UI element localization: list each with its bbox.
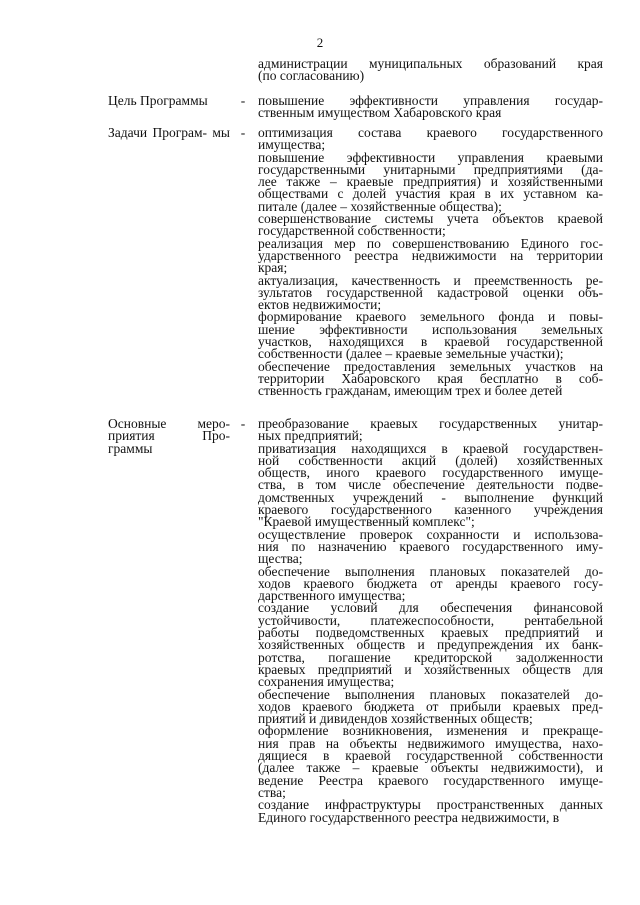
text-line: сохранения имущества; <box>258 674 395 690</box>
text-line: создание инфраструктуры пространственных данных <box>258 797 603 813</box>
text-line: ных предприятий; <box>258 428 363 444</box>
text-line: ственность гражданам, имеющим трех и более детей <box>258 383 563 399</box>
row-dash: - <box>240 125 246 140</box>
text-line: территории Хабаровского края бесплатно в соб- <box>258 370 603 386</box>
text-line: создание условий для обеспечения финансовой <box>258 600 603 616</box>
text-line: ной собственности акций (долей) хозяйственных <box>258 452 603 468</box>
text-line: государственными унитарными предприятиями (да- <box>258 161 603 177</box>
text-line: лее также – краевые предприятия) и хозяйственными <box>258 174 603 190</box>
text-line: формирование краевого земельного фонда и повы- <box>258 309 603 325</box>
text-line: (по согласованию) <box>258 68 365 84</box>
text-line: обеспечение выполнения плановых показателей до- <box>258 686 603 702</box>
row-label: Задачи Програм- мы <box>108 125 230 140</box>
row-content <box>258 127 603 398</box>
text-line: ходов краевого бюджета от аренды краевого госу- <box>258 575 603 591</box>
text-line: администрации муниципальных образований края <box>258 56 603 71</box>
text-line: краевого государственного казенного учреждения <box>258 502 603 518</box>
text-line: ходов краевого бюджета от прибыли краевых пред- <box>258 698 603 714</box>
text-line: ротства, погашение кредиторской задолженности <box>258 649 603 665</box>
text-line: приватизация находящихся в краевой государствен- <box>258 440 603 456</box>
text-line: государственной собственности; <box>258 223 446 239</box>
text-line: реализация мер по совершенствованию Единого гос- <box>258 235 603 251</box>
text-line: домственных учреждений - выполнение функций <box>258 489 603 505</box>
text-line: ства; <box>258 784 286 800</box>
text-line: имущества; <box>258 137 326 153</box>
text-line: шение эффективности использования земельных <box>258 321 603 337</box>
text-line: хозяйственных обществ и предупреждения их банк- <box>258 637 603 653</box>
text-line: оптимизация состава краевого государственного <box>258 125 603 140</box>
text-line: осуществление проверок сохранности и использова- <box>258 526 603 542</box>
text-line: преобразование краевых государственных унитар- <box>258 416 603 431</box>
text-line: ударственного реестра недвижимости на территории <box>258 247 603 263</box>
text-line: ектов недвижимости; <box>258 297 382 313</box>
text-line: дарственного имущества; <box>258 588 406 604</box>
text-line: Единого государственного реестра недвижимости, в <box>258 809 560 825</box>
text-line: "Краевой имущественный комплекс"; <box>258 514 475 530</box>
text-line: питале (далее – хозяйственные общества); <box>258 198 502 214</box>
row-content <box>258 58 603 83</box>
text-line: работы подведомственных краевых предприятий и <box>258 625 603 641</box>
text-line: собственности (далее – краевые земельные участки); <box>258 346 564 362</box>
text-line: приятий и дивидендов хозяйственных обществ; <box>258 711 533 727</box>
text-line: щества; <box>258 551 303 567</box>
text-line: устойчивости, платежеспособности, рентабельной <box>258 612 603 628</box>
row-dash: - <box>240 416 246 431</box>
text-line: ственным имуществом Хабаровского края <box>258 105 502 121</box>
text-line: ведение Реестра краевого государственного имуще- <box>258 772 603 788</box>
text-line: обеспечение выполнения плановых показателей до- <box>258 563 603 579</box>
text-line: повышение эффективности управления государ- <box>258 93 603 108</box>
row-label: Основные меро- приятия Про- граммы <box>108 416 230 456</box>
text-line: ния прав на объекты недвижимого имущества, нахо- <box>258 735 603 751</box>
row-label: Цель Программы <box>108 93 208 108</box>
text-line: обществами с долей участия края в их уставном ка- <box>258 186 603 202</box>
text-line: оформление возникновения, изменения и прекраще- <box>258 723 603 739</box>
text-line: совершенствование системы учета объектов краевой <box>258 211 603 227</box>
text-line: обществ, иного краевого государственного имуще- <box>258 465 603 481</box>
text-line: дящиеся в краевой государственной собственности <box>258 748 603 764</box>
text-line: ния по назначению краевого государственного иму- <box>258 538 603 554</box>
text-line: повышение эффективности управления краевыми <box>258 149 603 165</box>
row-content <box>258 95 603 120</box>
row-dash: - <box>240 93 246 108</box>
page-number: 2 <box>316 35 324 50</box>
text-line: актуализация, качественность и преемственность ре- <box>258 272 603 288</box>
text-line: (далее также – краевые объекты недвижимости), и <box>258 760 603 776</box>
text-line: обеспечение предоставления земельных участков на <box>258 358 603 374</box>
text-line: краевых предприятий и хозяйственных обществ для <box>258 661 603 677</box>
text-line: ства, в том числе обеспечение деятельности подве- <box>258 477 603 493</box>
text-line: участков, находящихся в краевой государственной <box>258 334 603 350</box>
text-line: зультатов государственной кадастровой оценки объ- <box>258 284 603 300</box>
text-line: края; <box>258 260 288 276</box>
row-content <box>258 418 603 824</box>
